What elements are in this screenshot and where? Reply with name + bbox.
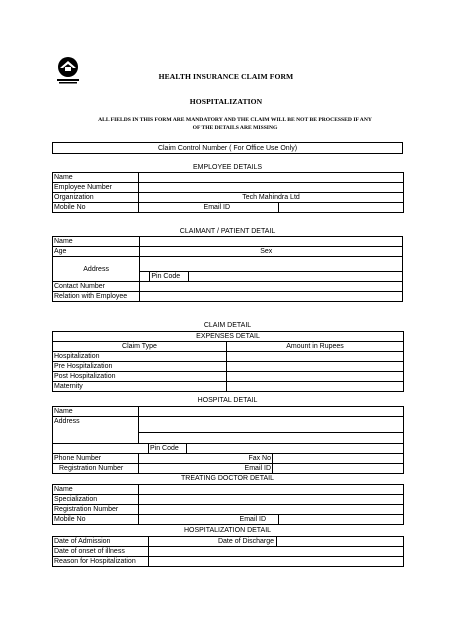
onset-field[interactable]	[149, 547, 404, 557]
doctor-table	[52, 484, 404, 525]
hospital-name-field[interactable]	[139, 407, 404, 417]
hospital-phone-label: Phone Number	[53, 454, 139, 464]
claimant-pin-label: Pin Code	[150, 272, 189, 282]
reason-label: Reason for Hospitalization	[53, 557, 149, 567]
mandatory-notice	[70, 116, 400, 132]
reason-field[interactable]	[149, 557, 404, 567]
expense-row-label: Hospitalization	[53, 352, 227, 362]
hospital-email-field[interactable]	[273, 464, 404, 474]
claimant-section-heading: CLAIMANT / PATIENT DETAIL	[179, 228, 276, 235]
organization-label: Organization	[53, 193, 139, 203]
form-title: HEALTH INSURANCE CLAIM FORM	[158, 72, 294, 81]
admission-label: Date of Admission	[53, 537, 149, 547]
amount-header: Amount in Rupees	[227, 342, 404, 352]
employee-name-label: Name	[53, 173, 139, 183]
doctor-name-field[interactable]	[139, 485, 404, 495]
contact-number-label: Contact Number	[53, 282, 140, 292]
expense-amount-field[interactable]	[227, 362, 404, 372]
hospital-pin-label: Pin Code	[149, 444, 187, 454]
claimant-pin-field[interactable]	[188, 272, 402, 282]
claimant-name-field[interactable]	[140, 237, 403, 247]
employee-email-label: Email ID	[139, 203, 279, 213]
expense-amount-field[interactable]	[227, 352, 404, 362]
claimant-address-field[interactable]	[140, 257, 403, 272]
doctor-section-heading: TREATING DOCTOR DETAIL	[181, 475, 274, 482]
expense-amount-field[interactable]	[227, 382, 404, 392]
expense-row-label: Maternity	[53, 382, 227, 392]
hospital-address-label: Address	[53, 417, 139, 444]
claimant-sex-label: Sex	[140, 247, 403, 257]
employee-mobile-label: Mobile No	[53, 203, 139, 213]
relation-label: Relation with Employee	[53, 292, 140, 302]
organization-value: Tech Mahindra Ltd	[139, 193, 404, 203]
employee-email-field[interactable]	[279, 203, 404, 213]
doctor-email-label: Email ID	[139, 515, 279, 525]
hospital-section-heading: HOSPITAL DETAIL	[197, 397, 258, 404]
relation-field[interactable]	[140, 292, 403, 302]
hospital-name-label: Name	[53, 407, 139, 417]
hospital-fax-field[interactable]	[273, 454, 404, 464]
hospital-fax-label: Fax No	[139, 454, 273, 464]
discharge-field[interactable]	[277, 537, 404, 547]
expense-row-label: Pre Hospitalization	[53, 362, 227, 372]
employee-name-field[interactable]	[139, 173, 404, 183]
hospital-registration-label: Registration Number	[53, 464, 139, 474]
doctor-email-field[interactable]	[279, 515, 404, 525]
notice-line-1: ALL FIELDS IN THIS FORM ARE MANDATORY AND THE CLAIM WILL BE NOT BE PROCESSED IF ANY	[98, 117, 372, 123]
claim-section-heading: CLAIM DETAIL	[203, 322, 252, 329]
claim-control-label: Claim Control Number ( For Office Use Only)	[53, 143, 403, 154]
employee-number-label: Employee Number	[53, 183, 139, 193]
employee-section-heading: EMPLOYEE DETAILS	[192, 164, 263, 171]
doctor-name-label: Name	[53, 485, 139, 495]
claimant-age-label: Age	[53, 247, 140, 257]
specialization-label: Specialization	[53, 495, 139, 505]
onset-label: Date of onset of illness	[53, 547, 149, 557]
claimant-pin-spacer	[140, 272, 150, 282]
expense-row-label: Post Hospitalization	[53, 372, 227, 382]
hospital-table	[52, 406, 404, 474]
notice-line-2: OF THE DETAILS ARE MISSING	[192, 125, 278, 131]
expenses-heading: EXPENSES DETAIL	[53, 332, 404, 342]
form-subtitle: HOSPITALIZATION	[189, 97, 263, 106]
hospital-email-label: Email ID	[139, 464, 273, 474]
claim-type-header: Claim Type	[53, 342, 227, 352]
specialization-field[interactable]	[139, 495, 404, 505]
hospital-pin-field[interactable]	[187, 444, 404, 454]
doctor-registration-field[interactable]	[139, 505, 404, 515]
doctor-registration-label: Registration Number	[53, 505, 139, 515]
claimant-address-label: Address	[53, 257, 140, 282]
discharge-label: Date of Discharge	[149, 537, 277, 547]
expenses-table	[52, 331, 404, 392]
expense-amount-field[interactable]	[227, 372, 404, 382]
hospitalization-section-heading: HOSPITALIZATION DETAIL	[183, 527, 272, 534]
employee-number-field[interactable]	[139, 183, 404, 193]
contact-number-field[interactable]	[140, 282, 403, 292]
hospital-pin-gap	[139, 444, 149, 454]
claim-control-table	[52, 142, 403, 154]
claimant-name-label: Name	[53, 237, 140, 247]
doctor-mobile-label: Mobile No	[53, 515, 139, 525]
hospital-address-field[interactable]	[139, 417, 404, 433]
hospital-pin-spacer	[53, 444, 139, 454]
hospital-address-field-2[interactable]	[139, 433, 404, 444]
claimant-table	[52, 236, 403, 302]
employee-table	[52, 172, 404, 213]
hospitalization-table	[52, 536, 404, 567]
